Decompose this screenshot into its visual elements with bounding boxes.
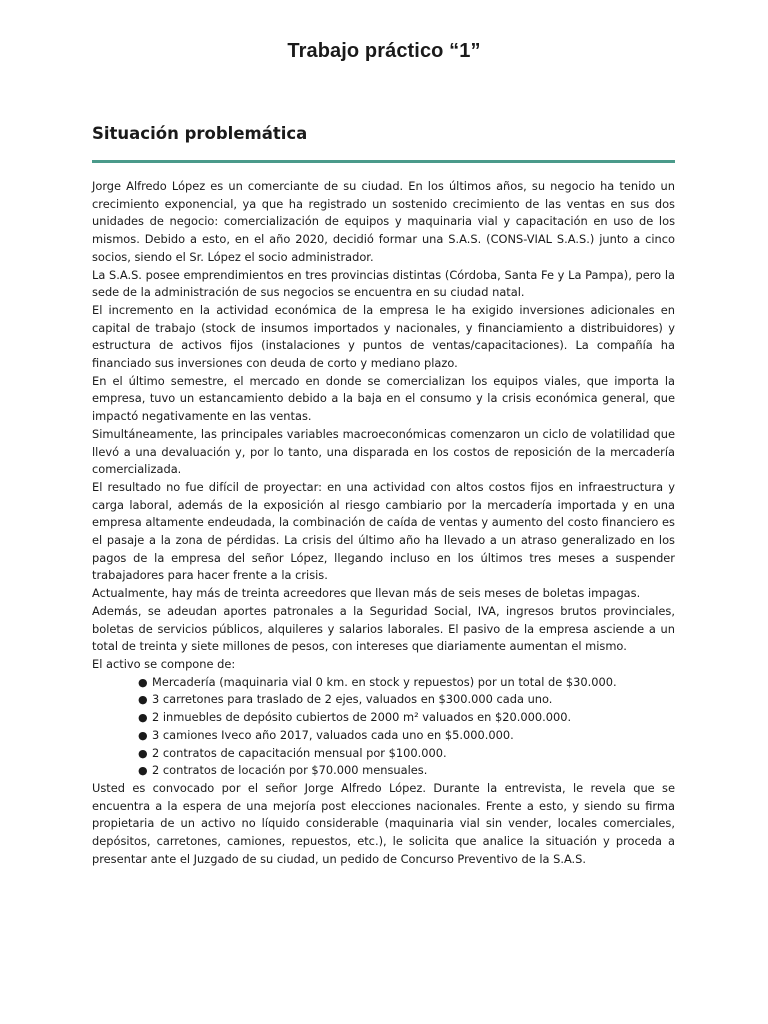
paragraph-provinces: La S.A.S. posee emprendimientos en tres provincias distintas (Córdoba, Santa Fe y La Pampa), pero la sede de la administración de sus negocios se encuentra en su ciudad natal. bbox=[92, 267, 675, 300]
list-item: ● 3 carretones para traslado de 2 ejes, valuados en $300.000 cada uno. bbox=[138, 691, 675, 709]
paragraph-closing: Usted es convocado por el señor Jorge Alfredo López. Durante la entrevista, le revela que se encuentra a la espera de una mejoría post elecciones nacionales. Frente a esto, y siendo su firma propietaria de un activo no líquido considerable (maquinaria vial sin vender, locales comerciales, depósitos, carretones, camiones, repuestos, etc.), le solicita que analice la situación y proceda a presentar ante el Juzgado de su ciudad, un pedido de Concurso Preventivo de la S.A.S. bbox=[92, 780, 675, 866]
section-heading: Situación problemática bbox=[92, 124, 308, 143]
paragraph-market: En el último semestre, el mercado en donde se comercializan los equipos viales, que importa la empresa, tuvo un estancamiento debido a la baja en el consumo y la crisis económica general, que impactó negativamente en las ventas. bbox=[92, 373, 675, 424]
section-divider bbox=[92, 160, 675, 163]
list-item: ● Mercadería (maquinaria vial 0 km. en stock y repuestos) por un total de $30.000. bbox=[138, 674, 675, 692]
list-item: ● 3 camiones Iveco año 2017, valuados cada uno en $5.000.000. bbox=[138, 727, 675, 745]
paragraph-macro: Simultáneamente, las principales variables macroeconómicas comenzaron un ciclo de volatilidad que llevó a una devaluación y, por lo tanto, una disparada en los costos de reposición de la mercadería comercializada. bbox=[92, 426, 675, 477]
paragraph-investments: El incremento en la actividad económica de la empresa le ha exigido inversiones adicionales en capital de trabajo (stock de insumos importados y nacionales, y financiamiento a distribuidores) y estructura de activos fijos (instalaciones y puntos de ventas/capacitaciones). La compañía ha financiado sus inversiones con deuda de corto y mediano plazo. bbox=[92, 302, 675, 371]
paragraph-assets-intro: El activo se compone de: bbox=[92, 656, 236, 671]
bullet-icon: ● bbox=[138, 675, 148, 689]
bullet-icon: ● bbox=[138, 728, 148, 742]
paragraph-debts: Además, se adeudan aportes patronales a la Seguridad Social, IVA, ingresos brutos provinciales, boletas de servicios públicos, alquileres y salarios laborales. El pasivo de la empresa asciende a un total de treinta y siete millones de pesos, con intereses que diariamente aumentan el mismo. bbox=[92, 603, 675, 654]
paragraph-intro: Jorge Alfredo López es un comerciante de su ciudad. En los últimos años, su negocio ha tenido un crecimiento exponencial, ya que ha registrado un sostenido crecimiento de las ventas en sus dos unidades de negocio: comercialización de equipos y maquinaria vial y capacitación en uso de los mismos. Debido a esto, en el año 2020, decidió formar una S.A.S. (CONS-VIAL S.A.S.) junto a cinco socios, siendo el Sr. López el socio administrador. bbox=[92, 179, 675, 264]
assets-list bbox=[92, 674, 675, 780]
bullet-icon: ● bbox=[138, 693, 148, 707]
bullet-icon: ● bbox=[138, 746, 148, 760]
paragraph-result: El resultado no fue difícil de proyectar: en una actividad con altos costos fijos en infraestructura y carga laboral, además de la exposición al riesgo cambiario por la mercadería importada y en una empresa altamente endeudada, la combinación de caída de ventas y aumento del costo financiero es el pasaje a la zona de pérdidas. La crisis del último año ha llevado a un atraso generalizado en los pagos de la empresa del señor López, llegando incluso en los últimos tres meses a suspender trabajadores para hacer frente a la crisis. bbox=[92, 479, 675, 583]
bullet-icon: ● bbox=[138, 711, 148, 725]
bullet-icon: ● bbox=[138, 764, 148, 778]
paragraph-creditors: Actualmente, hay más de treinta acreedores que llevan más de seis meses de boletas impagas. bbox=[92, 586, 641, 601]
list-item: ● 2 contratos de capacitación mensual por $100.000. bbox=[138, 745, 675, 763]
document-body bbox=[92, 178, 675, 868]
list-item: ● 2 contratos de locación por $70.000 mensuales. bbox=[138, 762, 675, 780]
document-title: Trabajo práctico “1” bbox=[287, 40, 481, 62]
list-item: ● 2 inmuebles de depósito cubiertos de 2000 m² valuados en $20.000.000. bbox=[138, 709, 675, 727]
